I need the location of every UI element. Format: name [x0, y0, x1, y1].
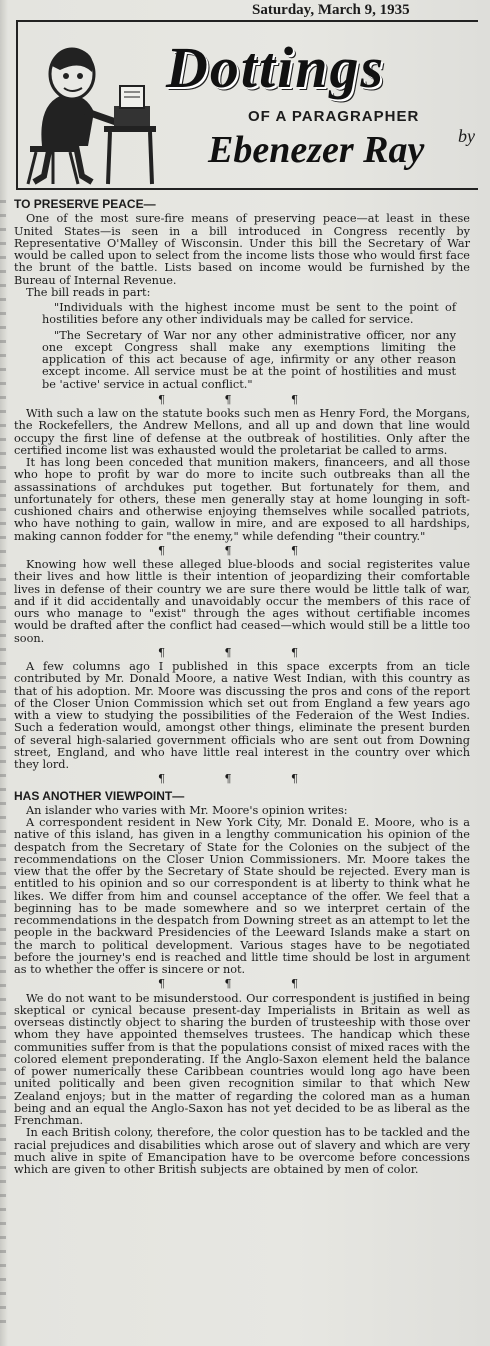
masthead-bottom-rule — [16, 188, 478, 190]
masthead-top-rule — [16, 20, 478, 22]
paragraph: Knowing how well these alleged blue-bloods and social registerites value their lives and how little is their intention of jeopardizing their comfortable lives in defense of their country we are sure there would be little talk of war, and if it did accidentally and unavoidably occur the members of this race of ours who manage to "exist" through the ages without certifiable incomes would be drafted after the conflict had ceased—which would still be a little too soon. — [14, 558, 470, 645]
dateline: Saturday, March 9, 1935 — [252, 2, 410, 18]
column-title: Dottings — [166, 35, 386, 100]
column-body — [14, 194, 470, 1176]
paragraph: With such a law on the statute books such men as Henry Ford, the Morgans, the Rockefellers, the Andrew Mellons, and all up and down that line would occupy the first line of defense at the outbreak of hostilities. Only after the certified income list was exhausted would the proletariat be called to arms. — [14, 407, 470, 457]
paragraph: We do not want to be misunderstood. Our correspondent is justified in being skeptical or cynical because present-day Imperialists in Britain as well as overseas distinctly object to sharing the burden of trusteeship with those over whom they have appointed themselves trustees. The handicap which these communities suffer from is that the populations consist of mixed races with the colored element preponderating. If the Anglo-Saxon element held the balance of power numerically these Caribbean countries would long ago have been united politically and been given recognition similar to that which New Zealand enjoys; but in the matter of regarding the colored man as a human being and an equal the Anglo-Saxon has not yet decided to be as liberal as the Frenchman. — [14, 991, 470, 1127]
quoted-bill-text: "The Secretary of War nor any other administrative officer, nor any one except Congress shall make any exemptions limiting the application of this act because of age, infirmity or any other reason except income. All service must be at the point of hostilities and must be 'active' service in actual conflict." — [42, 328, 456, 391]
page-edge-shadow — [0, 200, 6, 1330]
paragraph: In each British colony, therefore, the color question has to be tackled and the racial prejudices and disabilities which arose out of slavery and which are very much alive in spite of Emancipation have to be overcome before concessions which are given to other British subjects are obtained by men of color. — [14, 1126, 470, 1176]
paragraph: It has long been conceded that munition makers, financeers, and all those who hope to profit by war do more to incite such outbreaks than all the assassinations of archdukes put together. But fortunately for them, and unfortunately for others, these men generally stay at home lounging in soft-cushioned chairs and otherwise enjoying themselves while socalled patriots, who have nothing to gain, wallow in mire, and are exposed to all hardships, making cannon fodder for "the enemy," while defending "their country." — [14, 456, 470, 543]
column-subtitle: OF A PARAGRAPHER — [248, 108, 420, 125]
column-masthead — [16, 20, 478, 190]
section-divider: ¶ ¶ ¶ — [158, 977, 326, 991]
quoted-bill-text: "Individuals with the highest income must be sent to the point of hostilities before any other individuals may be called for service. — [42, 301, 456, 327]
section-divider: ¶ ¶ ¶ — [158, 645, 326, 659]
typist-cartoon-illustration — [20, 26, 160, 186]
paragraph: One of the most sure-fire means of preserving peace—at least in these United States—is seen in a bill introduced in Congress recently by Representative O'Malley of Wisconsin. Under this bill the Secretary of War would be called upon to select from the income lists those who would first face the brunt of the battle. Lists based on income would be furnished by the Bureau of Internal Revenue. — [14, 212, 470, 287]
paragraph: The bill reads in part: — [26, 285, 151, 299]
paragraph: A correspondent resident in New York City, Mr. Donald E. Moore, who is a native of this island, has given in a lengthy communication his opinion of the despatch from the Secretary of State for the Colonies on the subject of the recommendations on the Closer Union Commissioners. Mr. Moore takes the view that the offer by the Secretary of State should be rejected. Every man is entitled to his opinion and so our correspondent is at liberty to think what he likes. We differ from him and counsel acceptance of the offer. We feel that a beginning has to be made somewhere and so we interpret certain of the recommendations in the despatch from Downing street as an attempt to let the people in the backward Presidencies of the Leeward Islands make a start on the march to political development. Various stages have to be negotiated before the journey's end is reached and little time should be lost in argument as to whether the offer is sincere or not. — [14, 816, 470, 976]
section-heading: HAS ANOTHER VIEWPOINT— — [14, 788, 185, 803]
section-divider: ¶ ¶ ¶ — [158, 772, 326, 786]
paragraph: A few columns ago I published in this space excerpts from an ticle contributed by Mr. Donald Moore, a native West Indian, with this country as that of his adoption. Mr. Moore was discussing the pros and cons of the report of the Closer Union Commission which set out from England a few years ago with a view to studying the possibilities of the Federaion of the West Indies. Such a federation would, amongst other things, eliminate the present burden of several high-salaried government officials who are sent out from Downing street, England, and who have little real interest in the country over which they lord. — [14, 660, 470, 771]
column-author-signature: Ebenezer Ray — [208, 129, 425, 171]
masthead-left-rule — [16, 20, 18, 190]
section-divider: ¶ ¶ ¶ — [158, 392, 326, 406]
section-heading: TO PRESERVE PEACE— — [14, 197, 156, 211]
paragraph: An islander who varies with Mr. Moore's opinion writes: — [26, 803, 348, 817]
section-divider: ¶ ¶ ¶ — [158, 543, 326, 557]
byline-by: by — [458, 126, 475, 146]
